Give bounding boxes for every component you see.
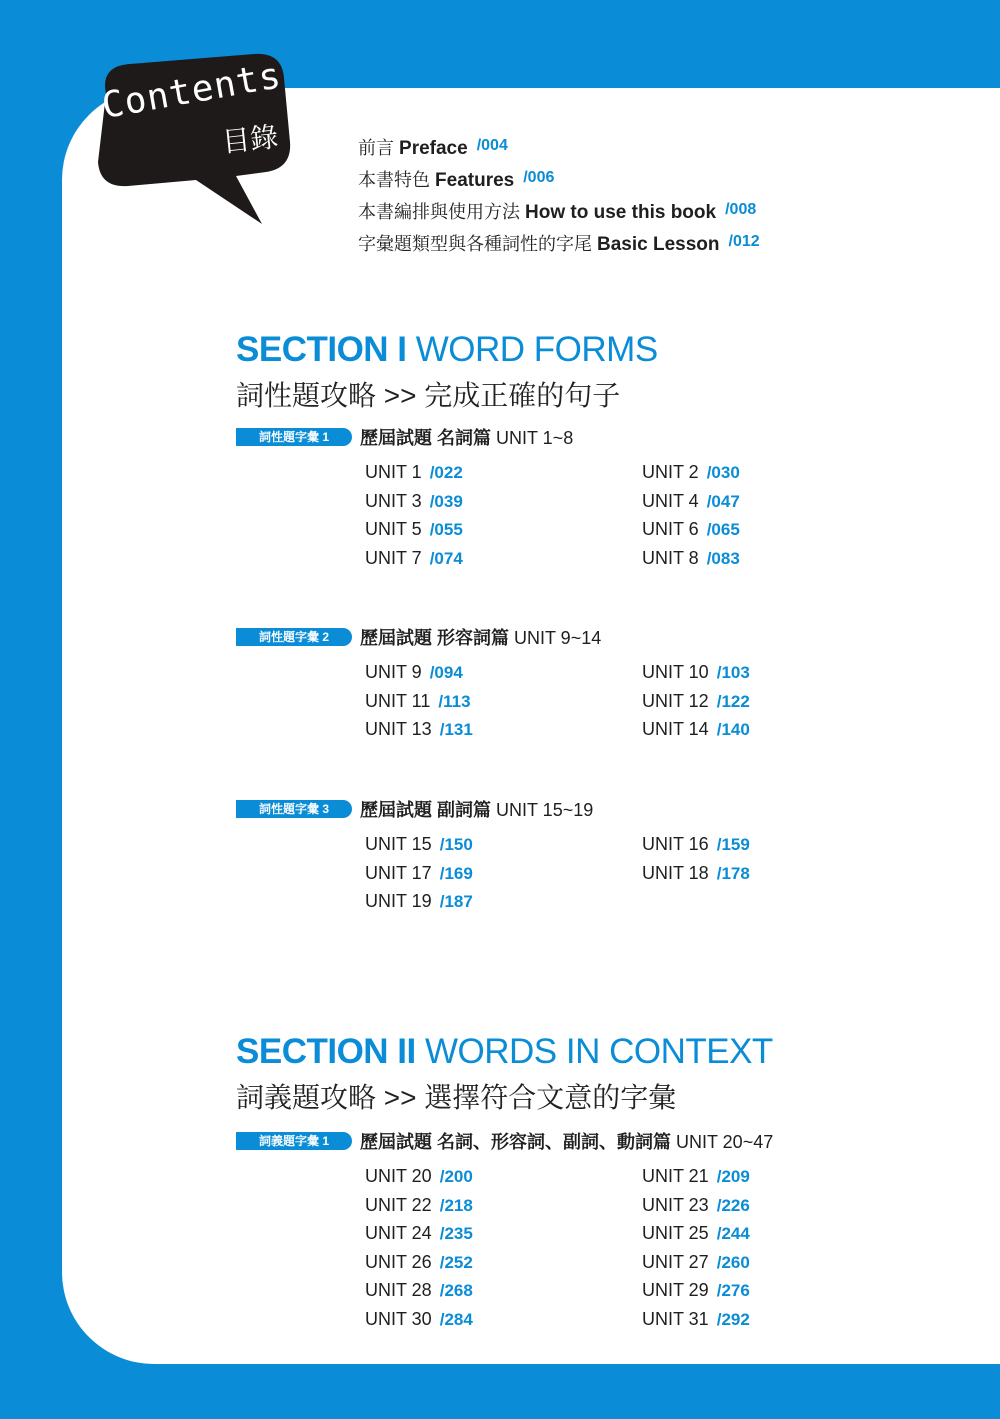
intro-en: Basic Lesson xyxy=(597,234,720,255)
unit-label: UNIT 10 xyxy=(642,662,709,682)
unit-entry[interactable] xyxy=(642,1248,785,1277)
group-header xyxy=(236,624,856,654)
contents-title: Contents xyxy=(98,55,285,128)
page-number: /055 xyxy=(429,520,463,540)
group-nouns xyxy=(236,424,856,568)
unit-entry[interactable] xyxy=(365,830,642,859)
page-number: /074 xyxy=(429,548,463,568)
unit-entry[interactable] xyxy=(365,1276,642,1305)
unit-entry[interactable] xyxy=(642,658,785,687)
page-number: /226 xyxy=(716,1195,750,1215)
page-number: /284 xyxy=(439,1309,473,1329)
contents-subtitle: 目錄 xyxy=(220,121,280,158)
intro-zh: 本書編排與使用方法 xyxy=(358,202,520,222)
unit-label: UNIT 30 xyxy=(365,1308,432,1329)
page-number: /103 xyxy=(716,663,750,682)
unit-label: UNIT 11 xyxy=(365,690,431,711)
unit-label: UNIT 13 xyxy=(365,719,432,740)
unit-entry[interactable] xyxy=(642,1162,785,1191)
unit-label: UNIT 29 xyxy=(642,1280,709,1301)
unit-entry[interactable] xyxy=(365,1191,642,1220)
page-number: /150 xyxy=(439,835,473,854)
section-title: SECTION II WORDS IN CONTEXT xyxy=(236,1032,773,1071)
unit-entry[interactable] xyxy=(365,658,642,687)
group-tag: 詞義題字彙 1 xyxy=(236,1132,352,1150)
unit-entry[interactable] xyxy=(365,515,642,544)
page-number: /006 xyxy=(523,169,555,186)
intro-item-features[interactable] xyxy=(358,164,760,196)
group-title: 歷屆試題 名詞、形容詞、副詞、動詞篇 UNIT 20~47 xyxy=(360,1132,774,1152)
group-header xyxy=(236,424,856,454)
unit-label: UNIT 23 xyxy=(642,1194,709,1215)
page-number: /140 xyxy=(716,720,750,740)
intro-en: Features xyxy=(435,170,515,191)
unit-entry[interactable] xyxy=(642,715,785,744)
unit-label: UNIT 9 xyxy=(365,662,422,682)
page-number: /235 xyxy=(439,1224,473,1244)
unit-entry[interactable] xyxy=(365,458,642,487)
intro-zh: 字彙題類型與各種詞性的字尾 xyxy=(358,234,592,254)
intro-zh: 前言 xyxy=(358,138,394,158)
group-tag: 詞性題字彙 3 xyxy=(236,800,352,818)
section-subtitle: 詞義題攻略 >> 選擇符合文意的字彙 xyxy=(236,1082,677,1113)
unit-entry[interactable] xyxy=(642,687,785,716)
page-number: /113 xyxy=(438,691,471,711)
page-number: /260 xyxy=(716,1252,750,1272)
group-title: 歷屆試題 形容詞篇 UNIT 9~14 xyxy=(360,628,602,648)
unit-label: UNIT 14 xyxy=(642,719,709,740)
unit-entry[interactable] xyxy=(365,1248,642,1277)
unit-entry[interactable] xyxy=(642,1191,785,1220)
unit-entry[interactable] xyxy=(365,687,642,716)
unit-label: UNIT 17 xyxy=(365,862,432,883)
unit-label: UNIT 5 xyxy=(365,519,422,540)
group-tag: 詞性題字彙 1 xyxy=(236,428,352,446)
group-words-in-context xyxy=(236,1128,856,1329)
page-number: /122 xyxy=(716,691,750,711)
unit-label: UNIT 12 xyxy=(642,690,709,711)
page-number: /268 xyxy=(439,1281,473,1301)
unit-entry[interactable] xyxy=(642,1219,785,1248)
unit-entry[interactable] xyxy=(365,487,642,516)
unit-label: UNIT 20 xyxy=(365,1166,432,1186)
unit-label: UNIT 18 xyxy=(642,862,709,883)
group-title: 歷屆試題 副詞篇 UNIT 15~19 xyxy=(360,800,594,820)
unit-label: UNIT 2 xyxy=(642,462,699,482)
page-number: /094 xyxy=(429,663,463,682)
unit-entry[interactable] xyxy=(365,1219,642,1248)
intro-item-basic-lesson[interactable] xyxy=(358,228,760,260)
section-2-header xyxy=(236,1032,773,1116)
page-number: /030 xyxy=(706,463,740,482)
section-subtitle: 詞性題攻略 >> 完成正確的句子 xyxy=(236,380,621,411)
page-number: /004 xyxy=(476,137,508,154)
page-number: /065 xyxy=(706,520,740,540)
unit-label: UNIT 7 xyxy=(365,547,422,568)
page-number: /047 xyxy=(706,491,740,511)
unit-entry[interactable] xyxy=(365,715,642,744)
unit-label: UNIT 22 xyxy=(365,1194,432,1215)
page-number: /244 xyxy=(716,1224,750,1244)
page-number: /276 xyxy=(716,1281,750,1301)
unit-entry[interactable] xyxy=(642,859,785,888)
page-number: /159 xyxy=(716,835,750,854)
unit-label: UNIT 4 xyxy=(642,490,699,511)
group-title: 歷屆試題 名詞篇 UNIT 1~8 xyxy=(360,428,574,448)
unit-entry[interactable] xyxy=(365,1305,642,1334)
group-adjectives xyxy=(236,624,856,740)
section-title: SECTION I WORD FORMS xyxy=(236,330,658,369)
unit-list xyxy=(365,658,785,744)
unit-entry[interactable] xyxy=(365,887,642,916)
intro-list xyxy=(358,132,760,260)
unit-list xyxy=(365,1162,785,1334)
section-1-header xyxy=(236,330,658,414)
unit-entry[interactable] xyxy=(642,1305,785,1334)
unit-label: UNIT 15 xyxy=(365,834,432,854)
unit-entry[interactable] xyxy=(642,544,785,573)
unit-label: UNIT 21 xyxy=(642,1166,709,1186)
page-number: /022 xyxy=(429,463,463,482)
page-number: /218 xyxy=(439,1195,473,1215)
group-header xyxy=(236,796,856,826)
unit-label: UNIT 1 xyxy=(365,462,422,482)
page-number: /169 xyxy=(439,863,473,883)
group-adverbs xyxy=(236,796,856,912)
page-number: /012 xyxy=(728,233,760,250)
intro-en: How to use this book xyxy=(525,202,717,223)
group-header xyxy=(236,1128,856,1158)
page-number: /008 xyxy=(725,201,757,218)
contents-speech-bubble xyxy=(76,52,296,232)
unit-label: UNIT 16 xyxy=(642,834,709,854)
page-number: /200 xyxy=(439,1167,473,1186)
unit-label: UNIT 26 xyxy=(365,1251,432,1272)
page-number: /292 xyxy=(716,1309,750,1329)
unit-entry[interactable] xyxy=(642,458,785,487)
intro-item-preface[interactable] xyxy=(358,132,760,164)
unit-label: UNIT 24 xyxy=(365,1223,432,1244)
unit-label: UNIT 25 xyxy=(642,1223,709,1244)
intro-en: Preface xyxy=(399,138,468,159)
unit-label: UNIT 8 xyxy=(642,547,699,568)
page-number: /252 xyxy=(439,1252,473,1272)
unit-list xyxy=(365,830,785,916)
unit-label: UNIT 31 xyxy=(642,1308,709,1329)
unit-label: UNIT 28 xyxy=(365,1280,432,1301)
page-number: /039 xyxy=(429,491,463,511)
unit-entry[interactable] xyxy=(642,487,785,516)
unit-label: UNIT 3 xyxy=(365,490,422,511)
unit-entry[interactable] xyxy=(365,859,642,888)
group-tag: 詞性題字彙 2 xyxy=(236,628,352,646)
page-number: /131 xyxy=(439,720,473,740)
unit-label: UNIT 6 xyxy=(642,519,699,540)
page-number: /187 xyxy=(439,892,473,912)
unit-label: UNIT 19 xyxy=(365,891,432,912)
unit-entry[interactable] xyxy=(365,1162,642,1191)
unit-entry[interactable] xyxy=(642,515,785,544)
unit-list xyxy=(365,458,785,572)
intro-zh: 本書特色 xyxy=(358,170,430,190)
page-number: /209 xyxy=(716,1167,750,1186)
unit-entry[interactable] xyxy=(642,830,785,859)
unit-label: UNIT 27 xyxy=(642,1251,709,1272)
page-number: /178 xyxy=(716,863,750,883)
unit-entry[interactable] xyxy=(365,544,642,573)
intro-item-how-to-use[interactable] xyxy=(358,196,760,228)
page-number: /083 xyxy=(706,548,740,568)
unit-entry[interactable] xyxy=(642,1276,785,1305)
